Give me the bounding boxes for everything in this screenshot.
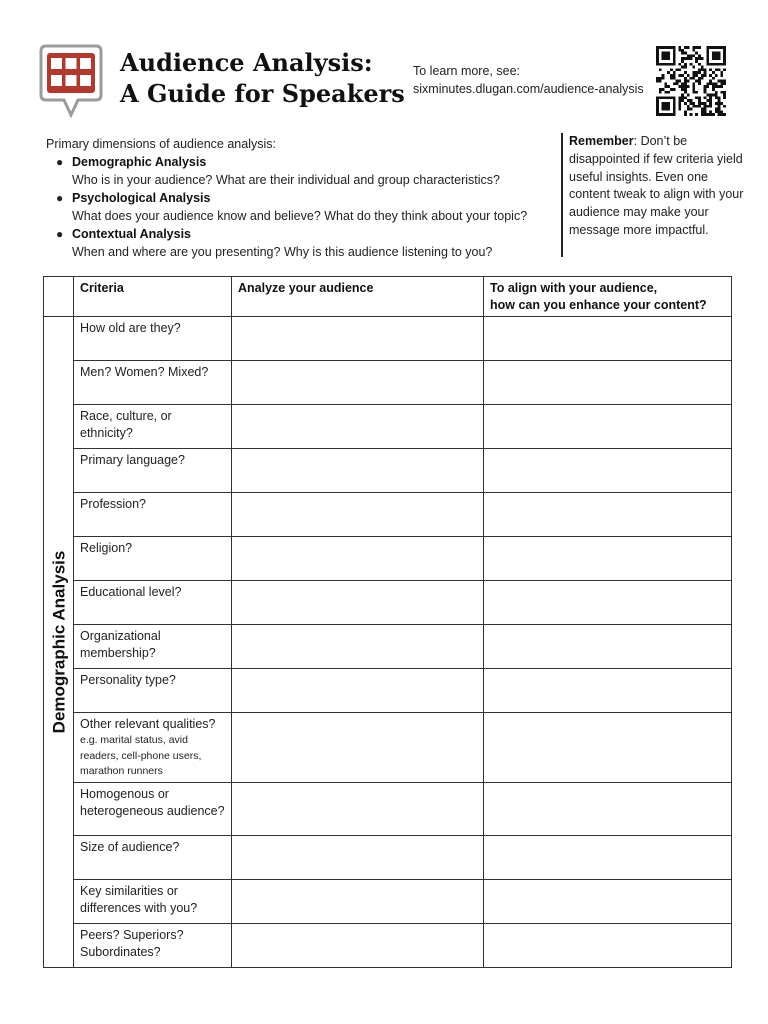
analyze-cell[interactable] <box>232 713 484 783</box>
criteria-text: Men? Women? Mixed? <box>80 365 209 379</box>
enhance-cell[interactable] <box>484 923 732 967</box>
analyze-cell[interactable] <box>232 625 484 669</box>
criteria-text: Other relevant qualities? <box>80 717 216 731</box>
learn-more-label: To learn more, see: <box>413 64 520 78</box>
table-row <box>44 493 732 537</box>
title-line-2: A Guide for Speakers <box>120 79 405 108</box>
table-row <box>44 361 732 405</box>
dimension-desc: When and where are you presenting? Why is this audience listening to you? <box>72 245 493 259</box>
analyze-cell[interactable] <box>232 879 484 923</box>
enhance-cell[interactable] <box>484 625 732 669</box>
enhance-cell[interactable] <box>484 713 732 783</box>
criteria-cell <box>74 669 232 713</box>
criteria-cell <box>74 581 232 625</box>
criteria-text: Peers? Superiors? Subordinates? <box>80 927 184 959</box>
intro-section <box>46 135 551 261</box>
table-row <box>44 923 732 967</box>
criteria-text: Primary language? <box>80 453 185 467</box>
criteria-cell <box>74 493 232 537</box>
criteria-cell <box>74 361 232 405</box>
criteria-text: Profession? <box>80 497 147 511</box>
analyze-cell[interactable] <box>232 405 484 449</box>
section-label-cell <box>44 317 74 968</box>
table-row <box>44 879 732 923</box>
criteria-cell <box>74 449 232 493</box>
table-row <box>44 317 732 361</box>
analysis-table <box>43 276 732 968</box>
table-header-row <box>44 277 732 317</box>
dimension-item <box>46 225 551 261</box>
header-align-line-2: how can you enhance your content? <box>490 298 707 312</box>
dimension-item <box>46 153 551 189</box>
criteria-text: Race, culture, or ethnicity? <box>80 409 172 440</box>
remember-body: Don’t be disappointed if few criteria yield useful insights. Even one content tweak to align with your audience may make your message more impactful. <box>569 134 744 237</box>
learn-more <box>413 62 644 98</box>
header-criteria: Criteria <box>74 277 232 317</box>
analyze-cell[interactable] <box>232 449 484 493</box>
dimension-item <box>46 189 551 225</box>
table-row <box>44 449 732 493</box>
dimension-name: Psychological Analysis <box>72 191 211 205</box>
enhance-cell[interactable] <box>484 879 732 923</box>
table-row <box>44 581 732 625</box>
table-row <box>44 782 732 835</box>
table-row <box>44 537 732 581</box>
dimension-name: Demographic Analysis <box>72 155 207 169</box>
logo <box>38 43 104 119</box>
criteria-cell <box>74 405 232 449</box>
enhance-cell[interactable] <box>484 537 732 581</box>
criteria-cell <box>74 782 232 835</box>
speech-bubble-grid-icon <box>38 43 104 119</box>
enhance-cell[interactable] <box>484 782 732 835</box>
analyze-cell[interactable] <box>232 923 484 967</box>
criteria-cell <box>74 537 232 581</box>
criteria-cell <box>74 625 232 669</box>
bullet-icon: ● <box>56 191 64 205</box>
criteria-text: Organizational membership? <box>80 629 161 660</box>
criteria-cell <box>74 835 232 879</box>
criteria-text: Homogenous or heterogeneous audience? <box>80 786 225 818</box>
analyze-cell[interactable] <box>232 581 484 625</box>
learn-more-link[interactable]: sixminutes.dlugan.com/audience-analysis <box>413 82 644 96</box>
criteria-note: e.g. marital status, avid readers, cell-phone users, marathon runners <box>80 734 202 777</box>
remember-note: Remember: Don’t be disappointed if few criteria yield useful insights. Even one content tweak to align with your audience may make your message more impactful. <box>561 133 745 257</box>
dimension-name: Contextual Analysis <box>72 227 192 241</box>
table-row <box>44 835 732 879</box>
criteria-text: Religion? <box>80 541 133 555</box>
section-label: Demographic Analysis <box>49 550 68 734</box>
analyze-cell[interactable] <box>232 537 484 581</box>
enhance-cell[interactable] <box>484 835 732 879</box>
enhance-cell[interactable] <box>484 361 732 405</box>
enhance-cell[interactable] <box>484 669 732 713</box>
enhance-cell[interactable] <box>484 493 732 537</box>
qr-code-icon <box>656 46 726 116</box>
remember-title: Remember <box>569 134 634 148</box>
criteria-text: How old are they? <box>80 321 181 335</box>
title-line-1: Audience Analysis: <box>120 48 373 77</box>
dimension-desc: What does your audience know and believe? What do they think about your topic? <box>72 209 528 223</box>
criteria-cell <box>74 317 232 361</box>
table-row <box>44 625 732 669</box>
header-analyze: Analyze your audience <box>232 277 484 317</box>
enhance-cell[interactable] <box>484 317 732 361</box>
criteria-text: Personality type? <box>80 673 176 687</box>
criteria-cell <box>74 713 232 783</box>
table-row <box>44 713 732 783</box>
header-align-line-1: To align with your audience, <box>490 281 658 295</box>
analyze-cell[interactable] <box>232 317 484 361</box>
analyze-cell[interactable] <box>232 782 484 835</box>
criteria-text: Key similarities or differences with you? <box>80 883 198 915</box>
table-row <box>44 669 732 713</box>
header-section-cell <box>44 277 74 317</box>
criteria-text: Educational level? <box>80 585 182 599</box>
bullet-icon: ● <box>56 155 64 169</box>
criteria-cell <box>74 923 232 967</box>
page-title <box>120 47 405 109</box>
dimension-list <box>46 153 551 261</box>
analyze-cell[interactable] <box>232 493 484 537</box>
enhance-cell[interactable] <box>484 581 732 625</box>
intro-lead: Primary dimensions of audience analysis: <box>46 137 276 151</box>
analyze-cell[interactable] <box>232 361 484 405</box>
criteria-text: Size of audience? <box>80 839 180 854</box>
enhance-cell[interactable] <box>484 405 732 449</box>
table-row <box>44 405 732 449</box>
enhance-cell[interactable] <box>484 449 732 493</box>
dimension-desc: Who is in your audience? What are their individual and group characteristics? <box>72 173 501 187</box>
criteria-cell <box>74 879 232 923</box>
bullet-icon: ● <box>56 227 64 241</box>
analyze-cell[interactable] <box>232 669 484 713</box>
header-align <box>484 277 732 317</box>
analyze-cell[interactable] <box>232 835 484 879</box>
